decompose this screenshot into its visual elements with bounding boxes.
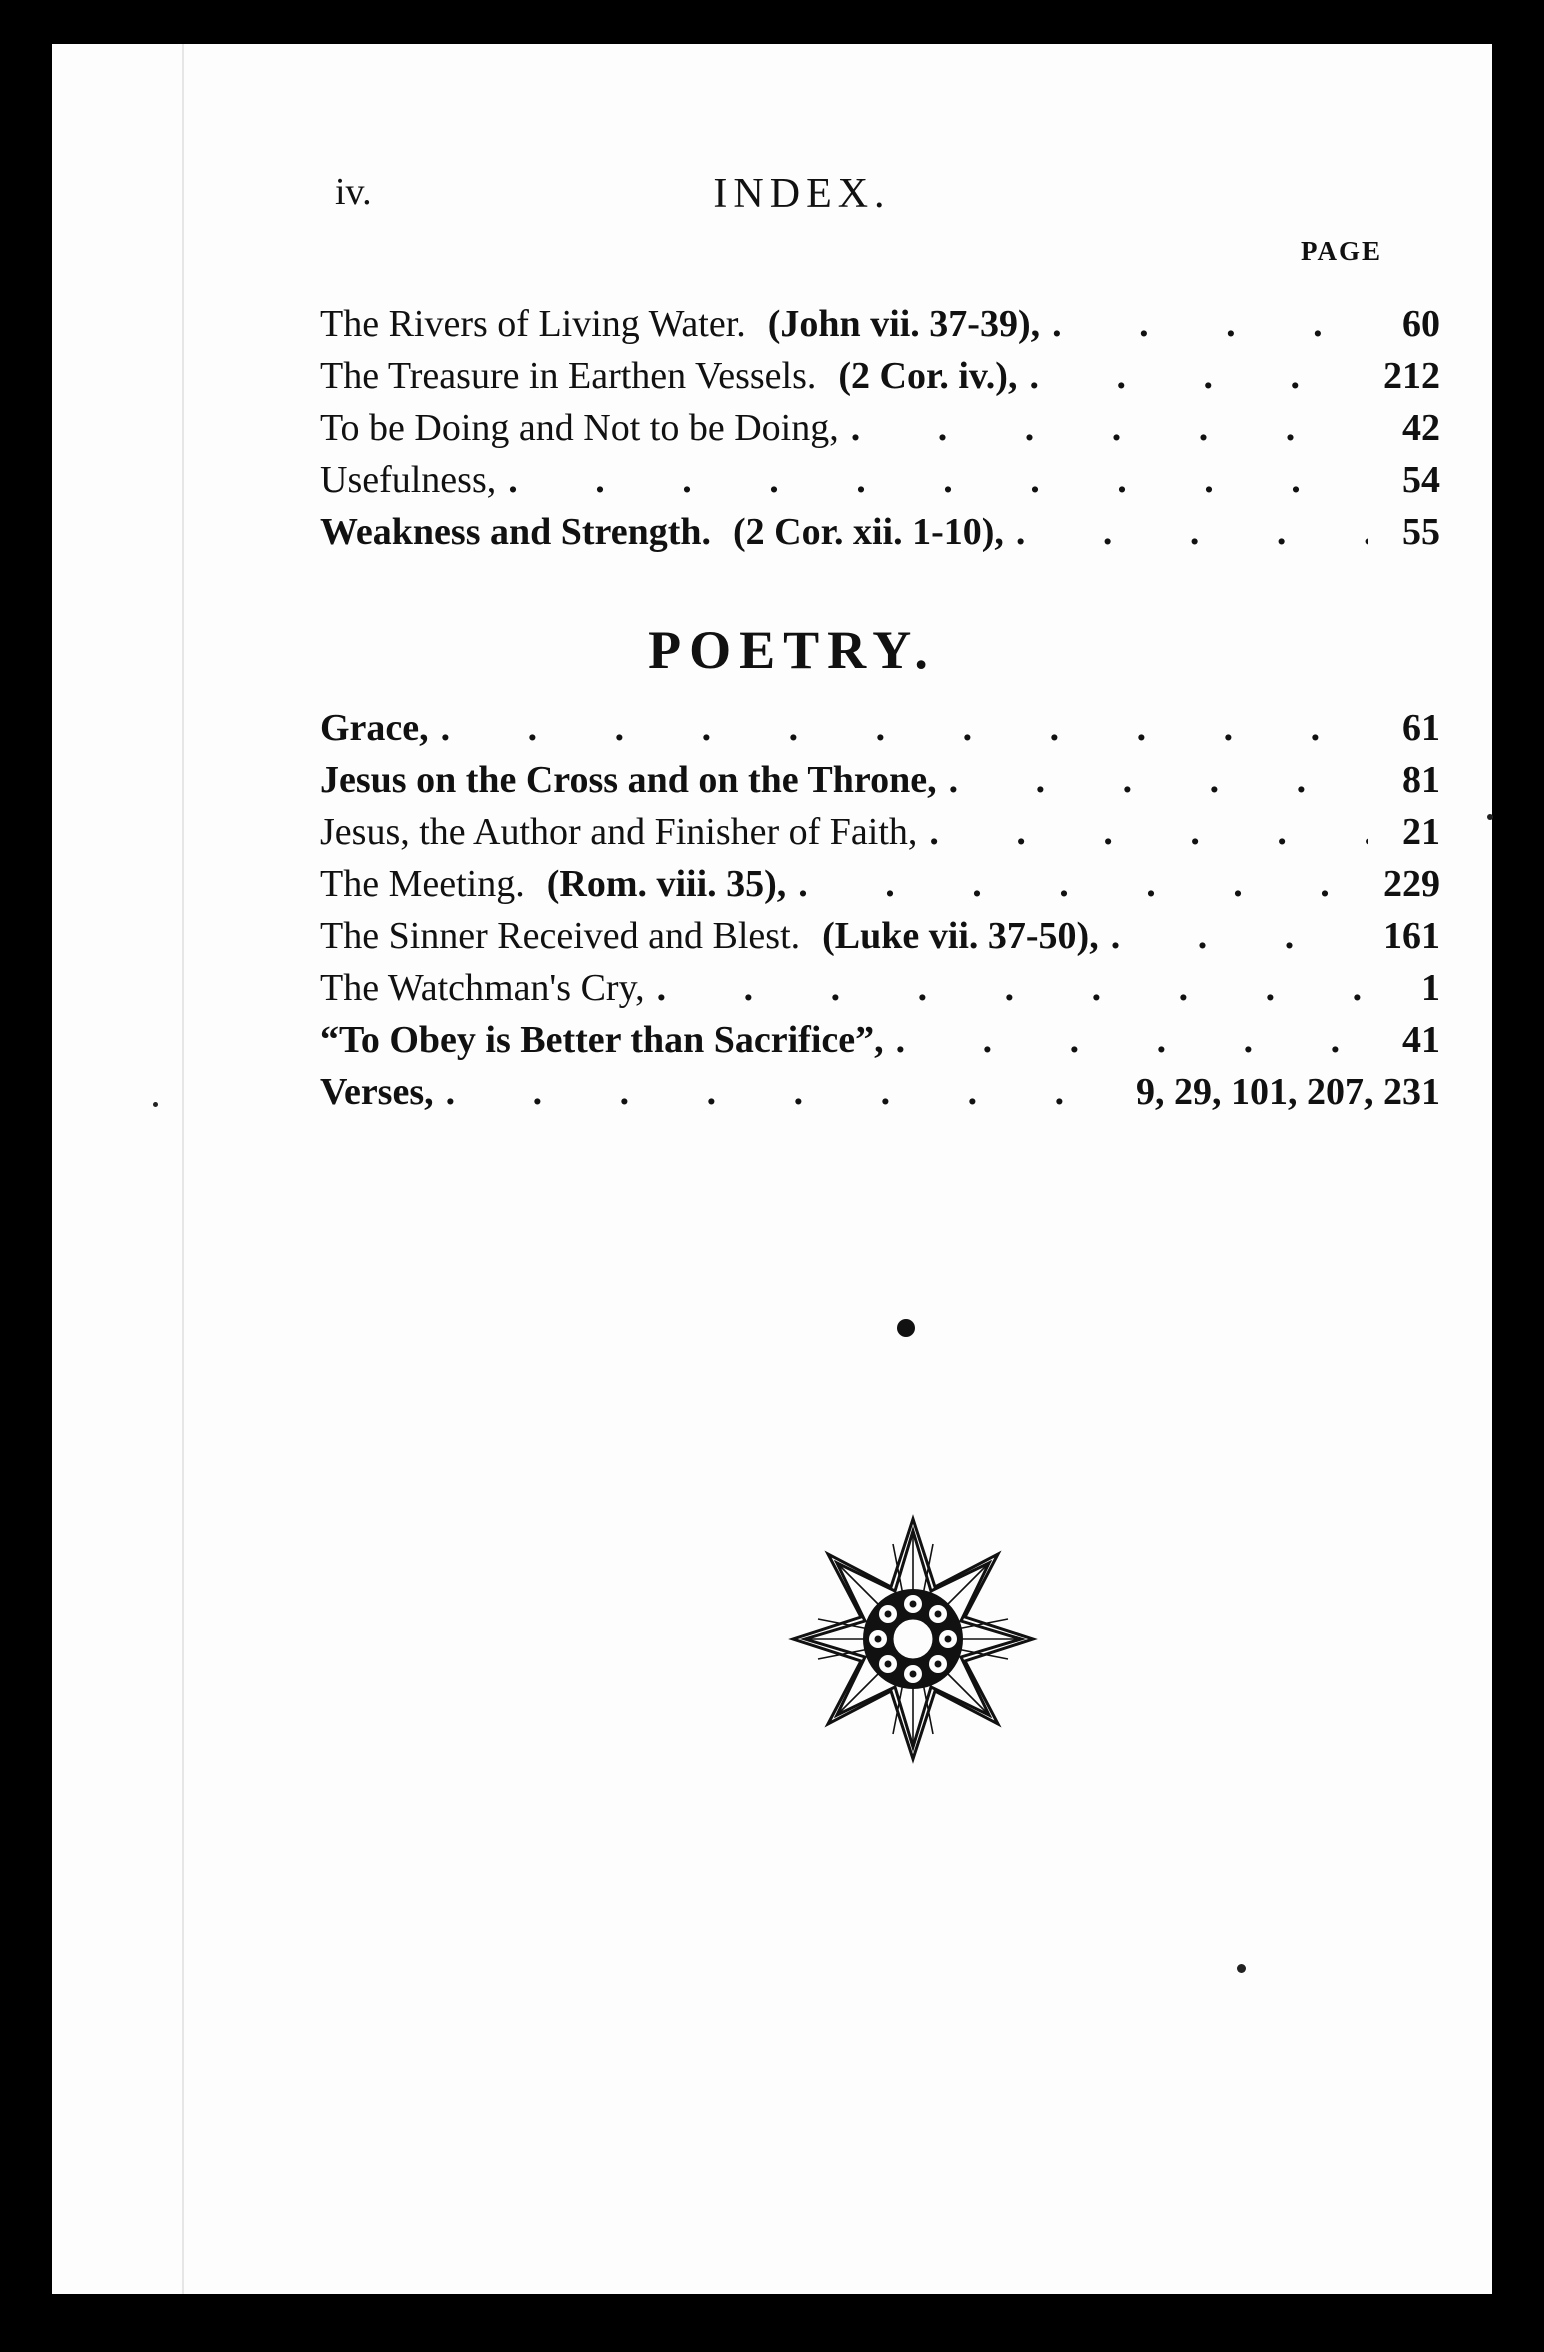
entry-page: 42 [1402,407,1440,449]
entry-page: 229 [1383,863,1440,905]
poetry-index-list [320,706,1440,1122]
index-title: INDEX. [713,171,891,217]
dot-leader [949,758,1368,802]
dot-leader [929,810,1368,854]
index-entry [320,1070,1440,1122]
entry-scripture-ref: (Rom. viii. 35), [546,863,787,905]
poetry-section-heading: POETRY. [648,620,936,680]
dot-leader [446,1070,1124,1114]
decorative-bullet [897,1319,915,1337]
entry-title: “To Obey is Better than Sacrifice”, [320,1019,884,1061]
entry-title: The Meeting. [320,863,525,905]
entry-page: 41 [1402,1019,1440,1061]
entry-title: Jesus, the Author and Finisher of Faith, [320,811,918,853]
entry-page: 81 [1402,759,1440,801]
entry-page: 54 [1402,459,1440,501]
entry-title: The Watchman's Cry, [320,967,645,1009]
entry-scripture-ref: (2 Cor. xii. 1-10), [733,511,1004,553]
index-entry [320,862,1440,914]
index-entry [320,966,1440,1018]
index-entry [320,458,1440,510]
entry-title: To be Doing and Not to be Doing, [320,407,839,449]
entry-title: Verses, [320,1071,434,1113]
page-column-label: PAGE [1301,236,1382,266]
ink-speck [1237,1964,1246,1973]
entry-page: 60 [1402,303,1440,345]
entry-scripture-ref: (Luke vii. 37-50), [822,915,1099,957]
page-binding-edge [182,44,184,2294]
entry-title: Weakness and Strength. [320,511,712,553]
book-page [52,44,1492,2294]
index-entry [320,810,1440,862]
index-entry [320,706,1440,758]
index-entry [320,914,1440,966]
dot-leader [1052,302,1368,346]
entry-page: 9, 29, 101, 207, 231 [1136,1071,1440,1113]
entry-page: 55 [1402,511,1440,553]
entry-page: 212 [1383,355,1440,397]
index-entry [320,1018,1440,1070]
index-entry [320,302,1440,354]
dot-leader [1029,354,1368,398]
dot-leader [1111,914,1368,958]
dot-leader [851,406,1368,450]
entry-title: Usefulness, [320,459,497,501]
rosette-ornament-icon [788,1514,1038,1764]
prose-index-list [320,302,1440,562]
entry-title: The Sinner Received and Blest. [320,915,801,957]
entry-title: Jesus on the Cross and on the Throne, [320,759,937,801]
index-entry [320,354,1440,406]
index-entry [320,758,1440,810]
entry-page: 161 [1383,915,1440,957]
dot-leader [896,1018,1368,1062]
ink-speck [1487,814,1493,820]
dot-leader [508,458,1368,502]
dot-leader [1016,510,1368,554]
index-entry [320,406,1440,458]
ink-speck [153,1102,158,1107]
entry-title: The Treasure in Earthen Vessels. [320,355,817,397]
entry-scripture-ref: (2 Cor. iv.), [838,355,1018,397]
entry-page: 1 [1421,967,1440,1009]
entry-page: 61 [1402,707,1440,749]
dot-leader [441,706,1368,750]
index-entry [320,510,1440,562]
entry-page: 21 [1402,811,1440,853]
dot-leader [798,862,1368,906]
page-number: iv. [335,171,372,213]
entry-scripture-ref: (John vii. 37-39), [767,303,1041,345]
entry-title: Grace, [320,707,429,749]
entry-title: The Rivers of Living Water. [320,303,746,345]
dot-leader [657,966,1368,1010]
